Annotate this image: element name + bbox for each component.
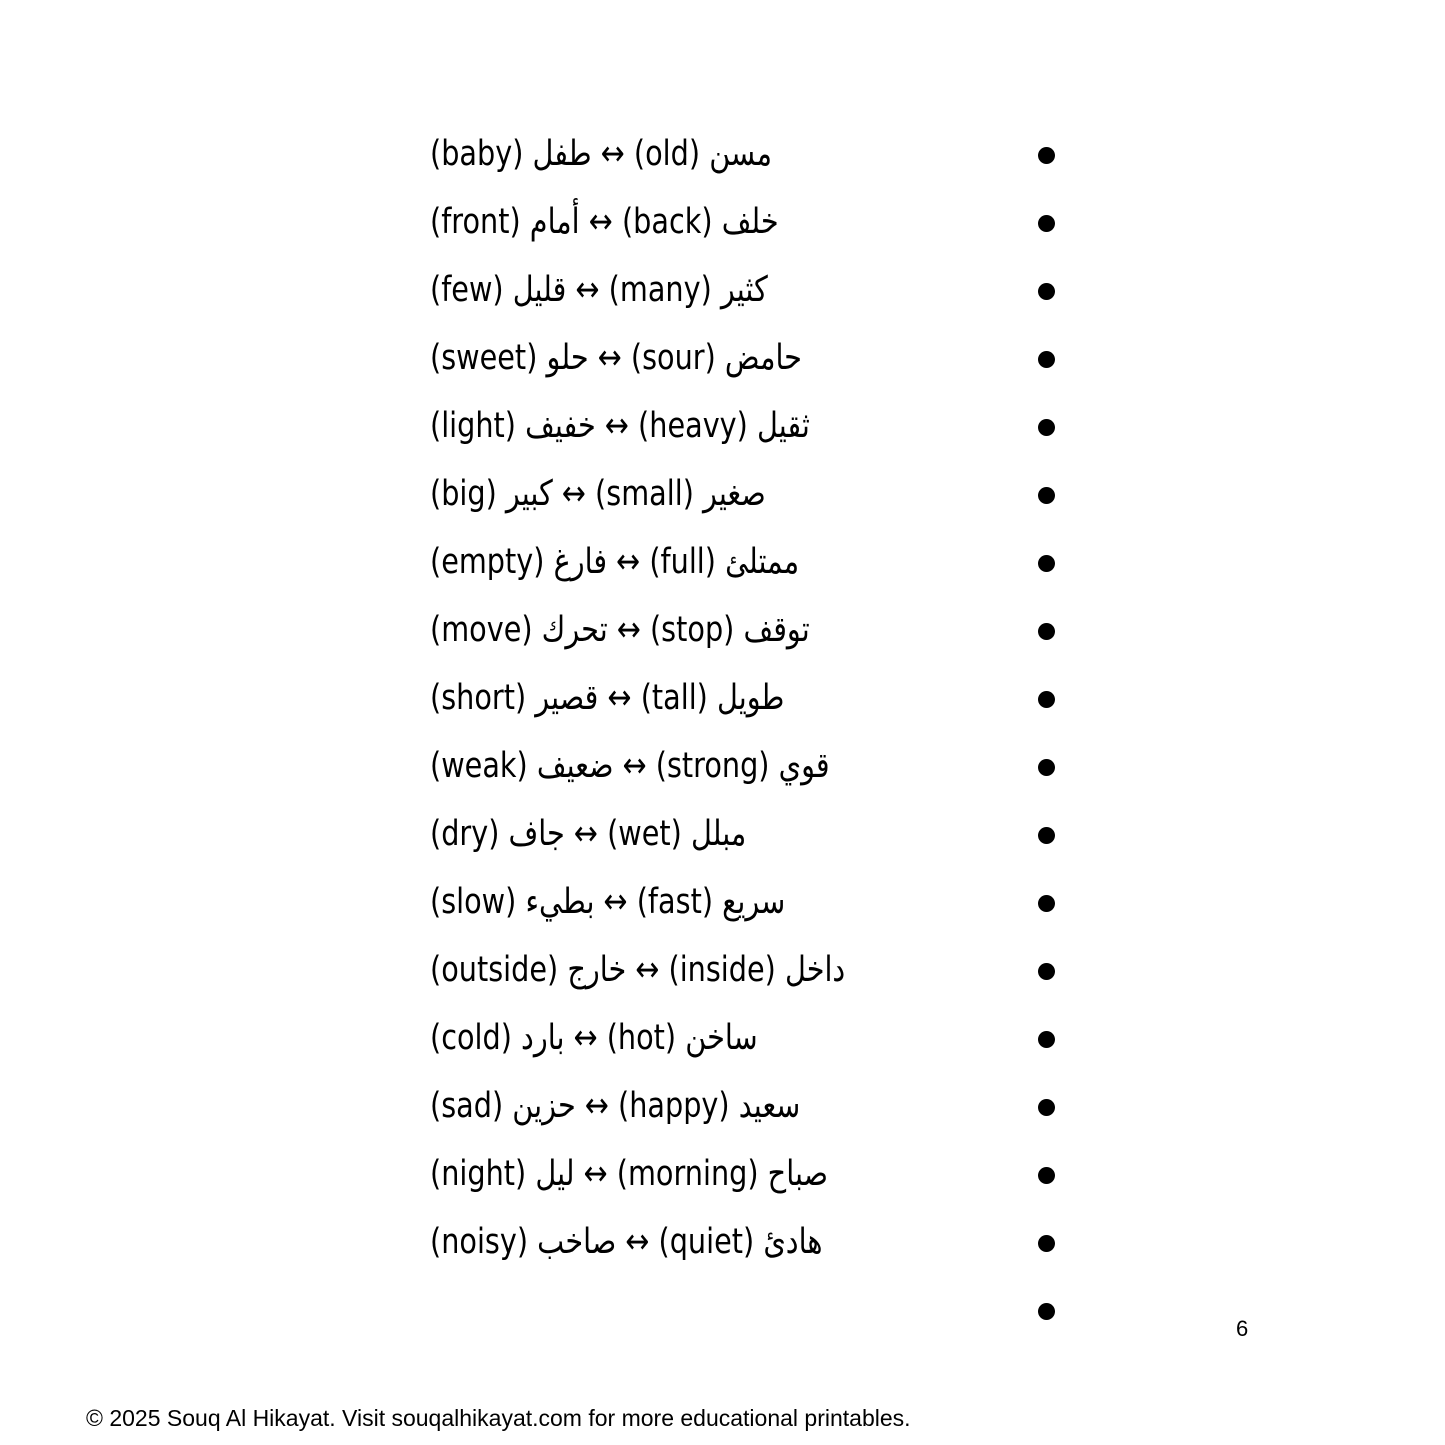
- list-item: [430, 868, 1070, 936]
- bullet-icon: [1038, 283, 1055, 300]
- bullet-icon: [1038, 1167, 1055, 1184]
- opposite-pair-text: (cold) بارد ↔ (hot) ساخن: [430, 1018, 758, 1058]
- bullet-icon: [1038, 147, 1055, 164]
- bullet-icon: [1038, 895, 1055, 912]
- bullet-icon: [1038, 1303, 1055, 1320]
- list-item: [430, 460, 1070, 528]
- bullet-icon: [1038, 623, 1055, 640]
- bullet-icon: [1038, 555, 1055, 572]
- opposite-pair-text: (sweet) حلو ↔ (sour) حامض: [430, 338, 802, 378]
- list-item: [430, 120, 1070, 188]
- list-item: [430, 596, 1070, 664]
- bullet-icon: [1038, 827, 1055, 844]
- opposite-pair-text: (short) قصير ↔ (tall) طويل: [430, 678, 785, 718]
- bullet-icon: [1038, 351, 1055, 368]
- list-item: [430, 936, 1070, 1004]
- page-number: 6: [1236, 1316, 1249, 1341]
- opposite-pair-text: (light) خفيف ↔ (heavy) ثقيل: [430, 406, 810, 446]
- list-item: [430, 256, 1070, 324]
- footer-copyright: © 2025 Souq Al Hikayat. Visit souqalhikayat.com for more educational printables.: [86, 1405, 911, 1431]
- bullet-icon: [1038, 215, 1055, 232]
- list-item: [430, 1208, 1070, 1276]
- bullet-icon: [1038, 691, 1055, 708]
- opposite-pair-text: (outside) خارج ↔ (inside) داخل: [430, 950, 846, 990]
- opposite-pair-text: (night) ليل ↔ (morning) صباح: [430, 1154, 828, 1194]
- list-item: [430, 528, 1070, 596]
- bullet-icon: [1038, 487, 1055, 504]
- opposites-list: [430, 120, 1070, 1344]
- bullet-icon: [1038, 1099, 1055, 1116]
- opposite-pair-text: (empty) فارغ ↔ (full) ممتلئ: [430, 542, 800, 582]
- opposite-pair-text: (front) أمام ↔ (back) خلف: [430, 202, 779, 242]
- opposite-pair-text: (dry) جاف ↔ (wet) مبلل: [430, 814, 747, 854]
- list-item: [430, 1004, 1070, 1072]
- bullet-icon: [1038, 1031, 1055, 1048]
- list-item: [430, 1072, 1070, 1140]
- list-item-empty: [430, 1276, 1070, 1344]
- list-item: [430, 392, 1070, 460]
- opposite-pair-text: (sad) حزين ↔ (happy) سعيد: [430, 1086, 801, 1126]
- bullet-icon: [1038, 963, 1055, 980]
- bullet-icon: [1038, 759, 1055, 776]
- list-item: [430, 664, 1070, 732]
- opposite-pair-text: (noisy) صاخب ↔ (quiet) هادئ: [430, 1222, 823, 1262]
- list-item: [430, 800, 1070, 868]
- opposite-pair-text: (weak) ضعيف ↔ (strong) قوي: [430, 746, 830, 786]
- opposite-pair-text: (baby) طفل ↔ (old) مسن: [430, 134, 773, 174]
- bullet-icon: [1038, 419, 1055, 436]
- opposite-pair-text: (few) قليل ↔ (many) كثير: [430, 270, 768, 310]
- opposite-pair-text: (move) تحرك ↔ (stop) توقف: [430, 610, 810, 650]
- list-item: [430, 732, 1070, 800]
- opposite-pair-text: (big) كبير ↔ (small) صغير: [430, 474, 766, 514]
- list-item: [430, 324, 1070, 392]
- list-item: [430, 188, 1070, 256]
- list-item: [430, 1140, 1070, 1208]
- opposite-pair-text: (slow) بطيء ↔ (fast) سريع: [430, 882, 786, 922]
- bullet-icon: [1038, 1235, 1055, 1252]
